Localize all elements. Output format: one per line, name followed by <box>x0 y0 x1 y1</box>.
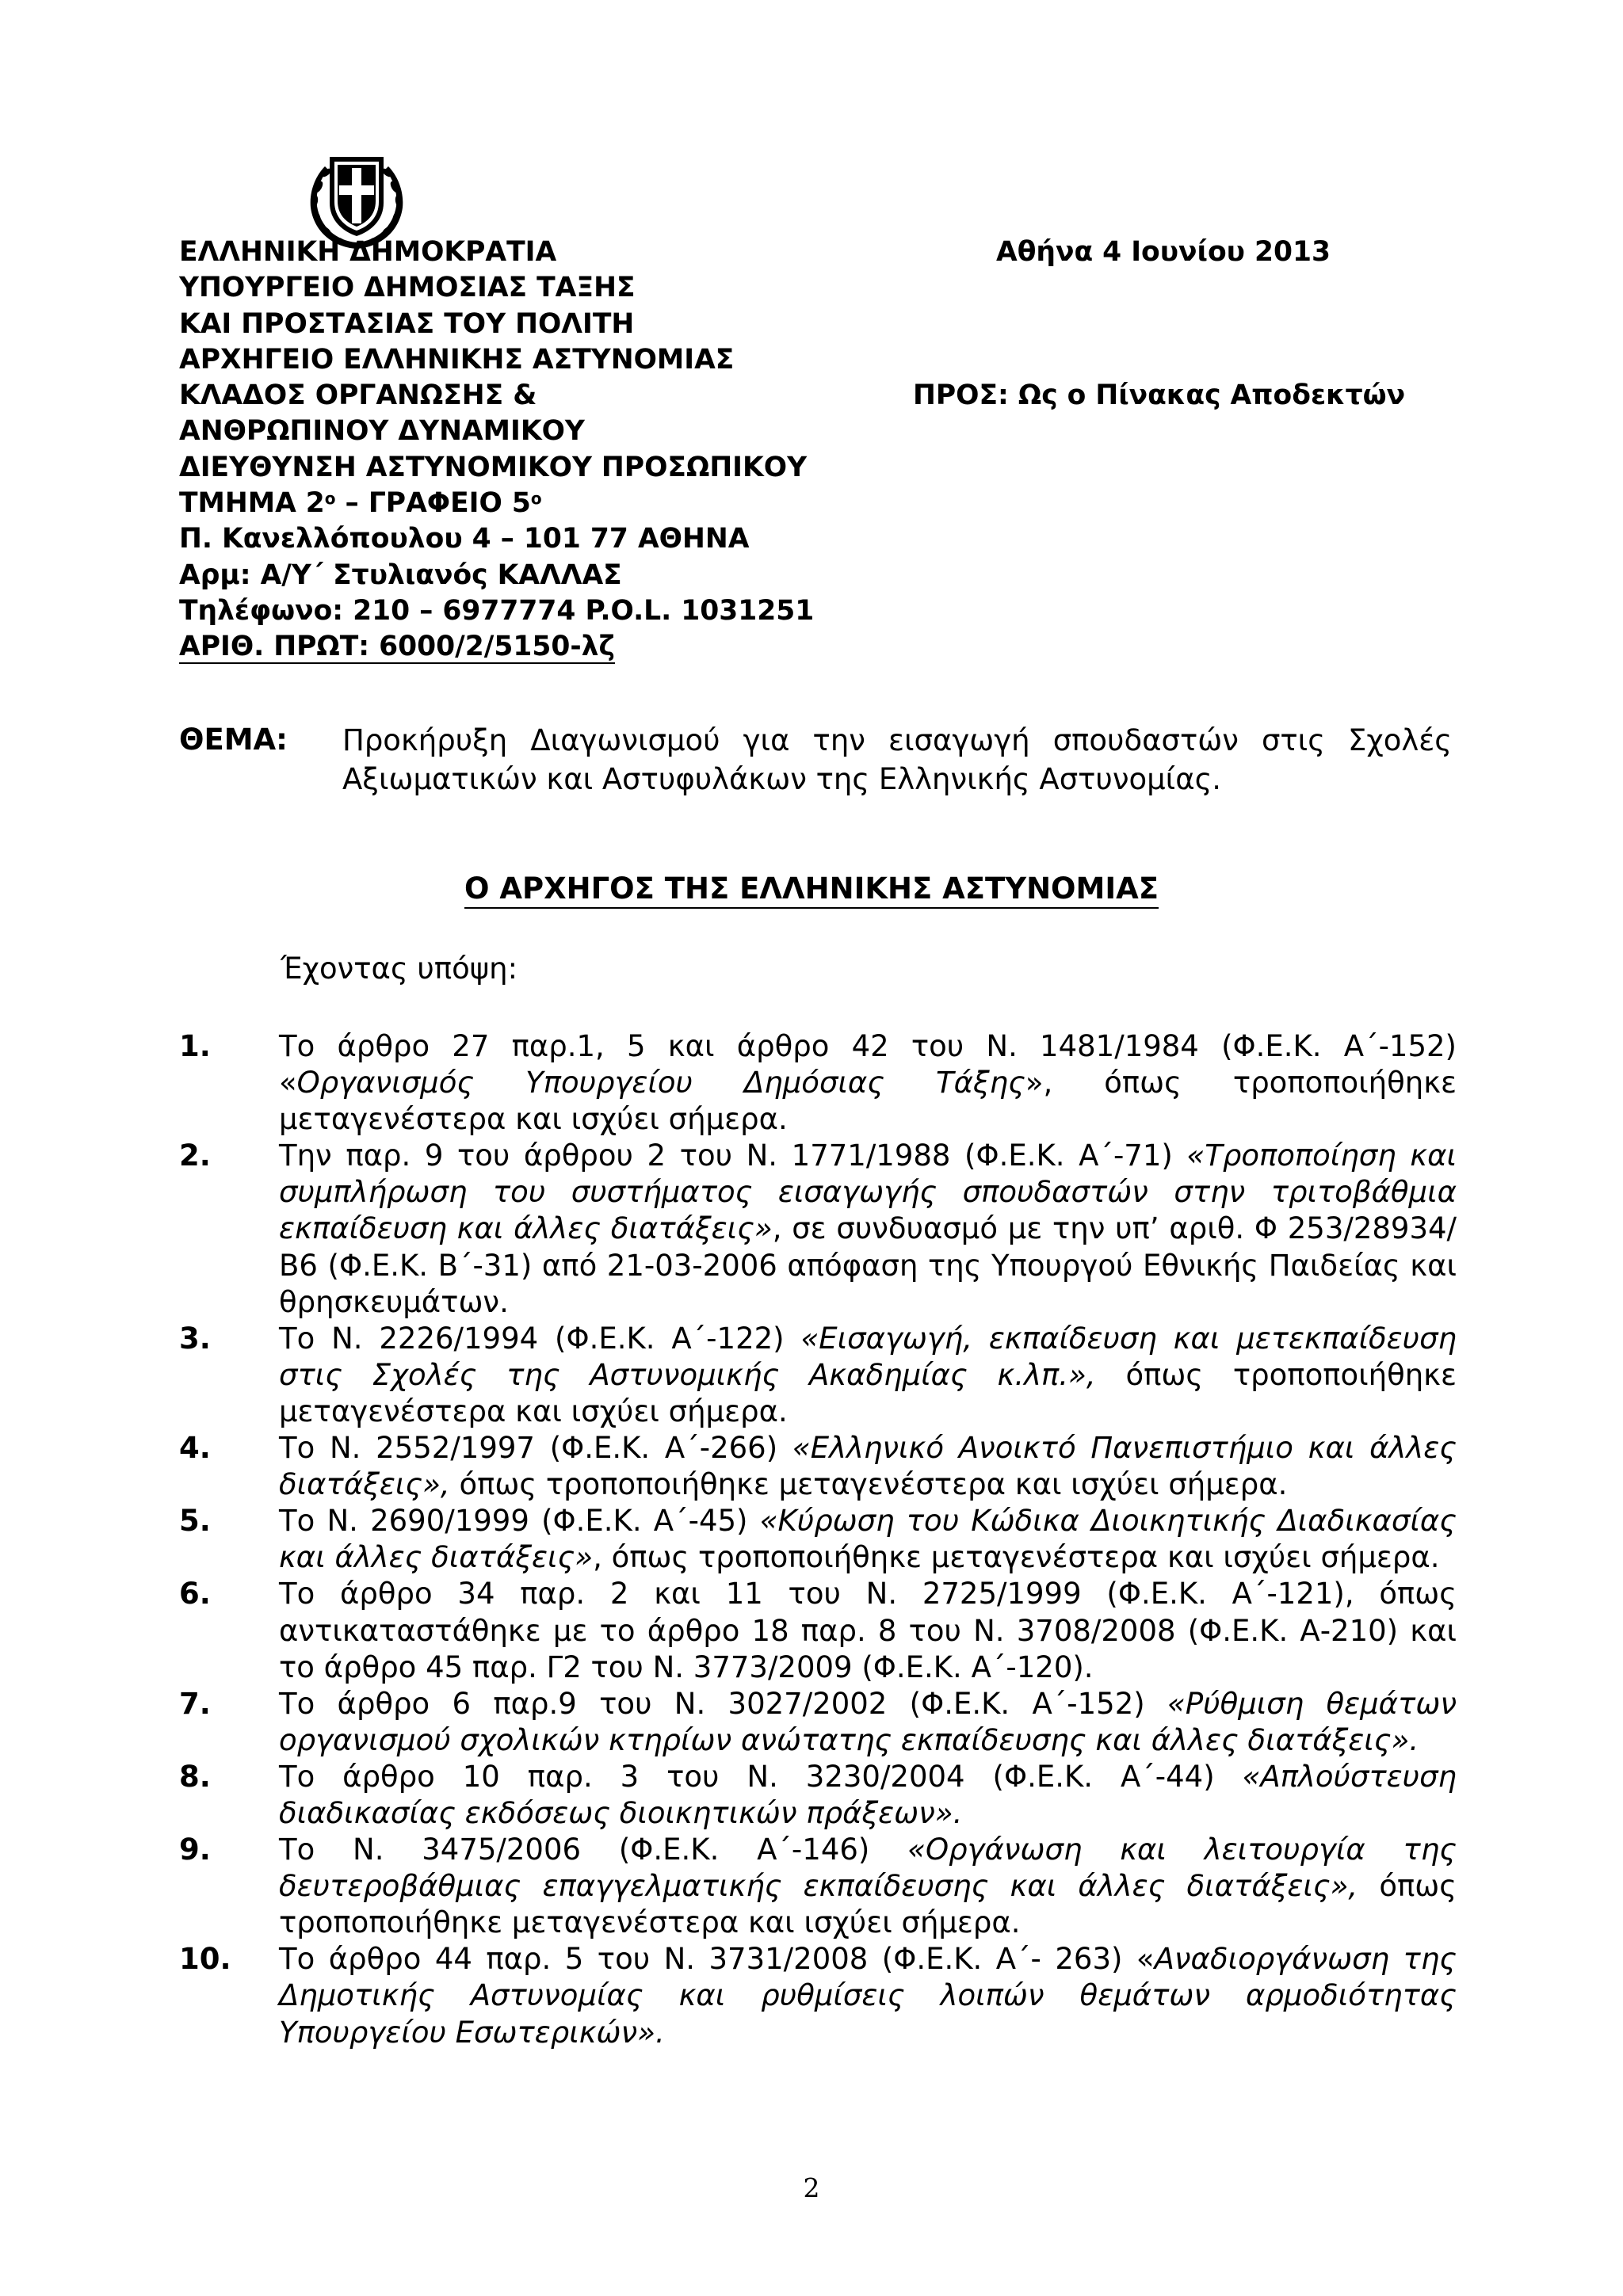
sender-line: ΔΙΕΥΘΥΝΣΗ ΑΣΤΥΝΟΜΙΚΟΥ ΠΡΟΣΩΠΙΚΟΥ <box>179 451 808 483</box>
address: Π. Κανελλόπουλου 4 – 101 77 ΑΘΗΝΑ <box>179 523 750 555</box>
list-item-segment: , όπως τροποποιήθηκε μεταγενέστερα και ισχύει σήμερα. <box>593 1540 1440 1575</box>
list-item <box>179 1321 1457 1430</box>
page-number: 2 <box>803 2172 820 2203</box>
list-item-segment: Το άρθρο 44 παρ. 5 του Ν. 3731/2008 (Φ.Ε.Κ. Α΄- 263) « <box>279 1942 1155 1977</box>
list-item-segment: Το άρθρο 34 παρ. 2 και 11 του Ν. 2725/1999 (Φ.Ε.Κ. Α΄-121), όπως αντικαταστάθηκε με το άρθρο 18 παρ. 8 του Ν. 3708/2008 (Φ.Ε.Κ. Α-210) και το άρθρο 45 παρ. Γ2 του Ν. 3773/2009 (Φ.Ε.Κ. Α΄-120). <box>279 1577 1457 1684</box>
section-text: ΤΜΗΜΑ 2 <box>179 487 325 520</box>
subject-text: Προκήρυξη Διαγωνισμού για την εισαγωγή σπουδαστών στις Σχολές Αξιωματικών και Αστυφυλάκων της Ελληνικής Αστυνομίας. <box>342 723 1452 796</box>
ordinal-mark: ο <box>530 489 542 509</box>
list-item-segment: Το άρθρο 6 παρ.9 του Ν. 3027/2002 (Φ.Ε.Κ. Α΄-152) <box>279 1686 1168 1721</box>
list-item-number: 8. <box>179 1759 211 1794</box>
list-item <box>179 1941 1457 2050</box>
list-item-segment: όπως τροποποιήθηκε μεταγενέστερα και ισχύει σήμερα. <box>279 1869 1457 1940</box>
cited-title: «Απλούστευση διαδικασίας εκδόσεως διοικητικών πράξεων». <box>279 1759 1457 1830</box>
sender-line: ΚΛΑΔΟΣ ΟΡΓΑΝΩΣΗΣ & <box>179 379 537 412</box>
document-date: Αθήνα 4 Ιουνίου 2013 <box>996 236 1331 268</box>
list-item-text <box>279 1321 1457 1430</box>
list-item <box>179 1576 1457 1685</box>
list-item-number: 7. <box>179 1686 211 1721</box>
list-item-number: 10. <box>179 1942 231 1977</box>
handler: Αρμ: Α/Υ΄ Στυλιανός ΚΑΛΛΑΣ <box>179 559 622 591</box>
list-item-text <box>279 1759 1457 1832</box>
sender-line: ΚΑΙ ΠΡΟΣΤΑΣΙΑΣ ΤΟΥ ΠΟΛΙΤΗ <box>179 307 635 340</box>
list-item <box>179 1686 1457 1759</box>
list-item-segment: Το Ν. 2690/1999 (Φ.Ε.Κ. Α΄-45) <box>279 1504 760 1539</box>
list-item-text <box>279 1503 1457 1576</box>
protocol-number <box>179 629 892 665</box>
list-item <box>179 1759 1457 1832</box>
chief-title-text: Ο ΑΡΧΗΓΟΣ ΤΗΣ ΕΛΛΗΝΙΚΗΣ ΑΣΤΥΝΟΜΙΑΣ <box>464 871 1159 909</box>
list-item <box>179 1832 1457 1941</box>
list-item <box>179 1138 1457 1320</box>
recipient: ΠΡΟΣ: Ως ο Πίνακας Αποδεκτών <box>913 379 1406 411</box>
list-item-number: 4. <box>179 1431 211 1466</box>
phone: Τηλέφωνο: 210 – 6977774 P.O.L. 1031251 <box>179 594 815 627</box>
list-item-segment: όπως τροποποιήθηκε μεταγενέστερα και ισχύει σήμερα. <box>279 1357 1457 1428</box>
list-item-segment: Το Ν. 2226/1994 (Φ.Ε.Κ. Α΄-122) <box>279 1321 801 1356</box>
list-item-text <box>279 1028 1457 1138</box>
cited-title: «Ελληνικό Ανοικτό Πανεπιστήμιο και άλλες διατάξεις», <box>279 1431 1457 1502</box>
cited-title: «Οργάνωση και λειτουργία της δευτεροβάθμιας επαγγελματικής εκπαίδευσης και άλλες διατάξεις», <box>279 1833 1457 1904</box>
list-item-number: 9. <box>179 1833 211 1867</box>
sender-block <box>179 235 892 666</box>
cited-title: Οργανισμός Υπουργείου Δημόσιας Τάξης <box>296 1066 1025 1100</box>
cited-title: Αναδιοργάνωση της Δημοτικής Αστυνομίας και ρυθμίσεις λοιπών θεμάτων αρμοδιότητας Υπουργείου Εσωτερικών». <box>279 1942 1457 2050</box>
list-item-number: 5. <box>179 1504 211 1539</box>
cited-title: «Εισαγωγή, εκπαίδευση και μετεκπαίδευση στις Σχολές της Αστυνομικής Ακαδημίας κ.λπ.», <box>279 1321 1457 1392</box>
list-item-segment: , σε συνδυασμό με την υπ’ αριθ. Φ 253/28934/Β6 (Φ.Ε.Κ. Β΄-31) από 21-03-2006 απόφαση της Υπουργού Εθνικής Παιδείας και θρησκευμάτων. <box>279 1211 1457 1319</box>
list-item-text <box>279 1430 1457 1503</box>
list-item-segment: », όπως τροποποιήθηκε μεταγενέστερα και ισχύει σήμερα. <box>279 1066 1457 1137</box>
sender-line: ΥΠΟΥΡΓΕΙΟ ΔΗΜΟΣΙΑΣ ΤΑΞΗΣ <box>179 272 636 304</box>
list-item <box>179 1028 1457 1138</box>
list-item-segment: Το Ν. 2552/1997 (Φ.Ε.Κ. Α΄-266) <box>279 1431 792 1466</box>
list-item-text <box>279 1576 1457 1685</box>
list-item-segment: Το άρθρο 10 παρ. 3 του Ν. 3230/2004 (Φ.Ε.Κ. Α΄-44) <box>279 1759 1243 1794</box>
sender-line: ΑΝΘΡΩΠΙΝΟΥ ΔΥΝΑΜΙΚΟΥ <box>179 415 585 448</box>
list-item-number: 1. <box>179 1029 211 1063</box>
list-item-segment: Το Ν. 3475/2006 (Φ.Ε.Κ. Α΄-146) <box>279 1833 908 1867</box>
list-item-segment: Την παρ. 9 του άρθρου 2 του Ν. 1771/1988 (Φ.Ε.Κ. Α΄-71) <box>279 1138 1187 1173</box>
sender-line: ΑΡΧΗΓΕΙΟ ΕΛΛΗΝΙΚΗΣ ΑΣΤΥΝΟΜΙΑΣ <box>179 343 735 376</box>
cited-title: «Τροποποίηση και συμπλήρωση του συστήματος εισαγωγής σπουδαστών στην τριτοβάθμια εκπαίδευση και άλλες διατάξεις» <box>279 1138 1457 1246</box>
list-item-number: 2. <box>179 1138 211 1173</box>
cited-title: «Κύρωση του Κώδικα Διοικητικής Διαδικασίας και άλλες διατάξεις» <box>279 1504 1457 1575</box>
legal-basis-list <box>179 1028 1457 2051</box>
cited-title: «Ρύθμιση θεμάτων οργανισμού σχολικών κτηρίων ανώτατης εκπαίδευσης και άλλες διατάξεις». <box>279 1686 1457 1757</box>
sender-line: ΕΛΛΗΝΙΚΗ ΔΗΜΟΚΡΑΤΙΑ <box>179 236 557 268</box>
ordinal-mark: ο <box>324 489 336 509</box>
considering-intro: Έχοντας υπόψη: <box>281 952 518 986</box>
list-item <box>179 1430 1457 1503</box>
subject-label: ΘΕΜΑ: <box>179 723 288 757</box>
list-item <box>179 1503 1457 1576</box>
list-item-segment: Το άρθρο 27 παρ.1, 5 και άρθρο 42 του Ν. 1481/1984 (Φ.Ε.Κ. Α΄-152) « <box>279 1029 1457 1100</box>
list-item-text <box>279 1138 1457 1320</box>
protocol-text: ΑΡΙΘ. ΠΡΩΤ: 6000/2/5150-λζ <box>179 631 615 663</box>
list-item-text <box>279 1832 1457 1941</box>
chief-title <box>0 870 1623 908</box>
list-item-segment: όπως τροποποιήθηκε μεταγενέστερα και ισχύει σήμερα. <box>449 1467 1288 1502</box>
list-item-number: 3. <box>179 1321 211 1356</box>
list-item-text <box>279 1686 1457 1759</box>
office-text: – ΓΡΑΦΕΙΟ 5 <box>335 487 531 520</box>
list-item-text <box>279 1941 1457 2050</box>
section-office <box>179 486 892 521</box>
list-item-number: 6. <box>179 1577 211 1611</box>
